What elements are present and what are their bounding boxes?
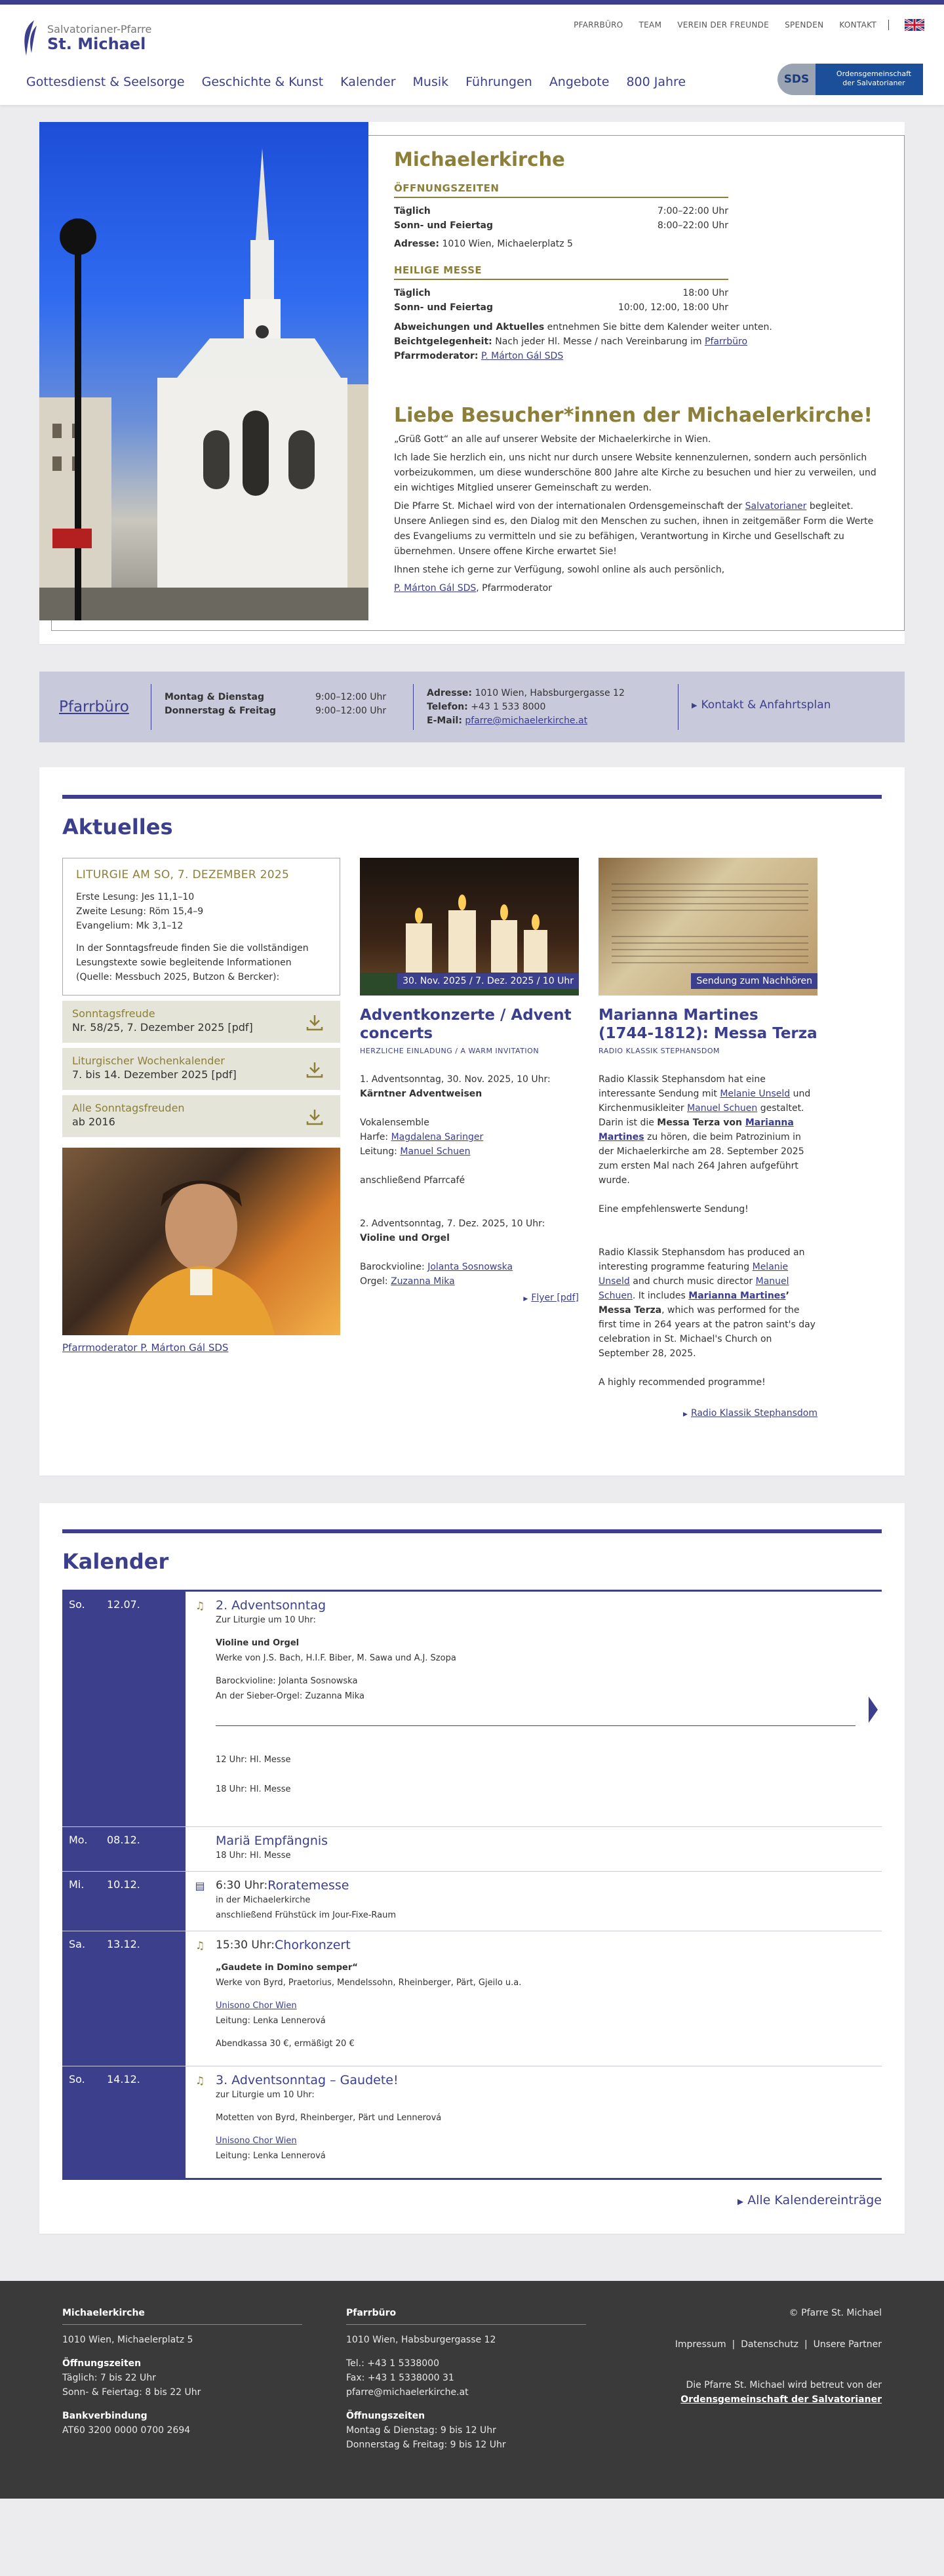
email-link[interactable]: pfarre@michaelerkirche.at <box>465 715 588 726</box>
nav-angebote[interactable]: Angebote <box>549 75 610 89</box>
office-address: Adresse: 1010 Wien, Habsburgergasse 12 <box>427 688 625 698</box>
calendar-event[interactable]: So. 14.12. ♫ 3. Adventsonntag – Gaudete! zur Liturgie um 10 Uhr: Motetten von Byrd, Rheinberger, Pärt und Lennerová Unisono Chor Wien Leitung: Lenka Lennerová <box>62 2066 882 2178</box>
event-title[interactable]: Roratemesse <box>267 1878 349 1893</box>
office-title-link[interactable]: Pfarrbüro <box>59 698 129 715</box>
liturgy-title: LITURGIE AM SO, 7. DEZEMBER 2025 <box>76 868 290 881</box>
nav-divider <box>888 20 889 30</box>
download-icon <box>305 1060 324 1079</box>
topnav-spenden[interactable]: SPENDEN <box>785 20 824 30</box>
moderator-note: Pfarrmoderator: P. Márton Gál SDS <box>394 351 564 361</box>
confession-note: Beichtgelegenheit: Nach jeder Hl. Messe / nach Vereinbarung im Pfarrbüro <box>394 336 748 347</box>
english-flag-icon[interactable] <box>905 19 924 31</box>
welcome-text: Die Pfarre St. Michael wird von der internationalen Ordensgemeinschaft der Salvatorianer begleitet. Unsere Anliegen sind es, den Dialog mit den Menschen zu suchen, ihnen in zeitgemäßer Form die Werte des Evangeliums zu vermitteln und sie zu befähigen, Verantwortung in Kirche und Gesellschaft zu übernehmen. Unsere offene Kirche erwartet Sie! <box>394 501 874 557</box>
welcome-text: „Grüß Gott“ an alle auf unserer Website der Michaelerkirche in Wien. <box>394 434 711 445</box>
office-hours: Montag & Dienstag 9:00–12:00 Uhr Donnerstag & Freitag 9:00–12:00 Uhr <box>165 692 387 716</box>
welcome-text: Ihnen stehe ich gerne zur Verfügung, sowohl online als auch persönlich, <box>394 565 725 575</box>
calendar-event[interactable]: Mo. 08.12. Mariä Empfängnis 18 Uhr: Hl. Messe <box>62 1827 882 1872</box>
choir-link[interactable]: Unisono Chor Wien <box>216 2001 297 2011</box>
salvatorianer-footer-link[interactable]: Ordensgemeinschaft der Salvatorianer <box>680 2394 882 2405</box>
nav-800-jahre[interactable]: 800 Jahre <box>626 75 686 89</box>
event-title[interactable]: 2. Adventsonntag <box>216 1598 326 1613</box>
footer-links: Impressum | Datenschutz | Unsere Partner <box>675 2339 882 2350</box>
footer-phone: Tel.: +43 1 5338000 <box>346 2358 439 2369</box>
news-section <box>39 767 905 1476</box>
music-note-icon: ♫ <box>195 1939 205 1952</box>
opening-label: Sonn- und Feiertag <box>394 220 493 231</box>
calendar-list <box>62 1590 882 2180</box>
mass-value: 10:00, 12:00, 18:00 Uhr <box>618 302 728 313</box>
topnav-team[interactable]: TEAM <box>639 20 662 30</box>
impressum-link[interactable]: Impressum <box>675 2339 726 2350</box>
conductor-link[interactable]: Manuel Schuen <box>400 1146 471 1157</box>
site-header <box>0 5 944 105</box>
section-divider <box>62 795 882 799</box>
logo-title: St. Michael <box>47 34 146 53</box>
nav-gottesdienst[interactable]: Gottesdienst & Seelsorge <box>26 75 185 89</box>
music-note-icon: ♫ <box>195 2074 205 2087</box>
top-accent-bar <box>0 0 944 5</box>
flyer-link[interactable]: ▶ Flyer [pdf] <box>360 1293 579 1303</box>
mass-label: Täglich <box>394 288 431 298</box>
logo-subtitle: Salvatorianer-Pfarre <box>47 23 152 35</box>
opening-label: Täglich <box>394 206 431 216</box>
welcome-text: Ich lade Sie herzlich ein, uns nicht nur durch unsere Website kennenzulernen, sondern auch persönlich vorbeizukommen, um diese wunderschöne 800 Jahre alte Kirche zu besuchen und hier zu verweilen, und ein wichtiges Mitglied unserer Gemeinschaft zu werden. <box>394 453 876 493</box>
candles-photo[interactable] <box>360 858 579 996</box>
signature-link[interactable]: P. Márton Gál SDS <box>394 583 477 594</box>
deviations-note: Abweichungen und Aktuelles entnehmen Sie bitte dem Kalender weiter unten. <box>394 322 772 332</box>
event-title[interactable]: 3. Adventsonntag – Gaudete! <box>216 2073 399 2087</box>
liturgy-note: In der Sonntagsfreude finden Sie die vollständigen Lesungstexte sowie begleitende Informationen (Quelle: Messbuch 2025, Butzon & Bercker): <box>76 943 309 982</box>
mass-row <box>394 300 728 315</box>
download-icon <box>305 1107 324 1127</box>
news-martines <box>599 858 817 1419</box>
listen-tag: Sendung zum Nachhören <box>691 973 817 989</box>
copyright: © Pfarre St. Michael <box>789 2308 882 2318</box>
pfarrbuero-link[interactable]: Pfarrbüro <box>705 336 748 347</box>
opening-value: 8:00–22:00 Uhr <box>657 220 728 231</box>
caret-right-icon: ▶ <box>692 700 698 710</box>
calendar-section <box>39 1503 905 2234</box>
section-divider <box>62 1529 882 1533</box>
footer-iban: AT60 3200 0000 0700 2694 <box>62 2425 191 2436</box>
calendar-title: Kalender <box>62 1549 169 1574</box>
calendar-event[interactable]: Sa. 13.12. ♫ 15:30 Uhr: Chorkonzert „Gaudete in Domino semper“ Werke von Byrd, Praetorius, Mendelssohn, Rheinberger, Pärt, Gjeilo u.a. Unisono Chor Wien Leitung: Lenka Lennerová Abendkassa 30 €, ermäßigt 20 € <box>62 1931 882 2066</box>
welcome-signature: P. Márton Gál SDS, Pfarrmoderator <box>394 583 552 594</box>
event-title[interactable]: Chorkonzert <box>275 1938 351 1952</box>
caret-right-icon: ▶ <box>737 2197 744 2206</box>
reading-line: Evangelium: Mk 3,1–12 <box>76 921 184 931</box>
sds-partner-logo[interactable] <box>777 64 923 95</box>
topnav-pfarrbuero[interactable]: PFARRBÜRO <box>574 20 623 30</box>
recommendation-de: Eine empfehlenswerte Sendung! <box>599 1204 749 1215</box>
unseld-link[interactable]: Melanie Unseld <box>720 1089 791 1099</box>
partner-link[interactable]: Unsere Partner <box>813 2339 882 2350</box>
site-footer: Michaelerkirche 1010 Wien, Michaelerplatz 5 Öffnungszeiten Täglich: 7 bis 22 Uhr Sonn- & Feiertag: 8 bis 22 Uhr Bankverbindung AT60 3200 0000 0700 2694 Pfarrbüro 1010 Wien, Habsburgergasse 12 Tel.: +43 1 5338000 Fax: +43 1 5338000 31 pfarre@michaelerkirche.at Öffnungszeiten Montag & Dienstag: 9 bis 12 Uhr Donnerstag & Freitag: 9 bis 12 Uhr © Pfarre St. Michael Impressum | Datenschutz | Unsere Partner Die Pfarre St. Michael wird betreut von der Ordensgemeinschaft der Salvatorianer <box>0 2281 944 2499</box>
calendar-event[interactable]: So. 12.07. ♫ 2. Adventsonntag Zur Liturgie um 10 Uhr: Violine und Orgel Werke von J.S. Bach, H.I.F. Biber, M. Sawa und A.J. Szopa Barockvioline: Jolanta Sosnowska An der Sieber-Orgel: Zuzanna Mika 12 Uhr: Hl. Messe 18 Uhr: Hl. Messe <box>62 1592 882 1827</box>
download-wochenkalender[interactable]: Liturgischer Wochenkalender 7. bis 14. Dezember 2025 [pdf] <box>62 1048 340 1090</box>
carousel-next-arrow[interactable] <box>869 1697 878 1723</box>
office-email: E-Mail: pfarre@michaelerkirche.at <box>427 715 588 726</box>
schuen-link[interactable]: Manuel Schuen <box>687 1103 758 1114</box>
sds-text-line2: der Salvatorianer <box>842 78 905 87</box>
nav-musik[interactable]: Musik <box>412 75 449 89</box>
datenschutz-link[interactable]: Datenschutz <box>741 2339 799 2350</box>
schuen-link[interactable]: Manuel Schuen <box>599 1276 789 1301</box>
advent-subtitle: HERZLICHE EINLADUNG / A WARM INVITATION <box>360 1047 540 1055</box>
footer-office-title: Pfarrbüro <box>346 2306 586 2325</box>
unseld-link[interactable]: Melanie Unseld <box>599 1262 789 1287</box>
moderator-link[interactable]: P. Márton Gál SDS <box>481 351 564 361</box>
advent-title[interactable]: Adventkonzerte / Advent concerts <box>360 1007 572 1042</box>
news-advent <box>360 858 579 1419</box>
harp-link[interactable]: Magdalena Saringer <box>391 1132 484 1142</box>
advent-body: 1. Adventsonntag, 30. Nov. 2025, 10 Uhr: Kärntner Adventweisen Vokalensemble Harfe: Magdalena Saringer Leitung: Manuel Schuen anschließend Pfarrcafé 2. Adventsonntag, 7. Dez. 2025, 10 Uhr: Violine und Orgel Barockvioline: Jolanta Sosnowska Orgel: Zuzanna Mika <box>360 1074 551 1287</box>
footer-church-title: Michaelerkirche <box>62 2306 302 2325</box>
martines-subtitle: RADIO KLASSIK STEPHANSDOM <box>599 1047 720 1055</box>
event-details: in der Michaelerkirche anschließend Frühstück im Jour-Fixe-Raum <box>216 1895 397 1920</box>
mass-row <box>394 286 728 300</box>
parish-office-bar <box>39 672 905 742</box>
martines-title[interactable]: Marianna Martines (1744-1812): Messa Terza <box>599 1007 817 1042</box>
martines-link[interactable]: Marianna Martines <box>688 1291 786 1301</box>
download-sonntagsfreude[interactable]: Sonntagsfreude Nr. 58/25, 7. Dezember 2025 [pdf] <box>62 1001 340 1043</box>
download-icon <box>305 1013 324 1032</box>
church-photo <box>39 122 368 620</box>
footer-credit: Die Pfarre St. Michael wird betreut von der <box>686 2380 882 2390</box>
mass-value: 18:00 Uhr <box>682 288 728 298</box>
footer-fax: Fax: +43 1 5338000 31 <box>346 2373 454 2383</box>
event-details: „Gaudete in Domino semper“ Werke von Byrd, Praetorius, Mendelssohn, Rheinberger, Pärt, Gjeilo u.a. Unisono Chor Wien Leitung: Lenka Lennerová Abendkassa 30 €, ermäßigt 20 € <box>216 1963 522 2049</box>
priest-caption-link[interactable]: Pfarrmoderator P. Márton Gál SDS <box>62 1342 229 1354</box>
nav-geschichte[interactable]: Geschichte & Kunst <box>201 75 324 89</box>
liturgy-column <box>62 858 340 1419</box>
opening-row <box>394 218 728 233</box>
news-title: Aktuelles <box>62 815 173 839</box>
violin-link[interactable]: Jolanta Sosnowska <box>427 1262 513 1272</box>
welcome-heading: Liebe Besucher*innen der Michaelerkirche! <box>394 404 873 427</box>
choir-link[interactable]: Unisono Chor Wien <box>216 2136 297 2146</box>
reading-line: Erste Lesung: Jes 11,1–10 <box>76 892 195 902</box>
topnav-verein[interactable]: VEREIN DER FREUNDE <box>677 20 770 30</box>
event-details: zur Liturgie um 10 Uhr: Motetten von Byrd, Rheinberger, Pärt und Lennerová Unisono Chor Wien Leitung: Lenka Lennerová <box>216 2090 442 2161</box>
martines-link[interactable]: Marianna Martines <box>599 1117 794 1142</box>
event-title[interactable]: Mariä Empfängnis <box>216 1834 328 1848</box>
all-events-link[interactable]: ▶ Alle Kalendereinträge <box>737 2193 882 2207</box>
book-icon: ▤ <box>195 1879 205 1892</box>
opening-hours-heading: ÖFFNUNGSZEITEN <box>394 182 728 198</box>
church-address: Adresse: 1010 Wien, Michaelerplatz 5 <box>394 239 573 249</box>
event-date-tag: 30. Nov. 2025 / 7. Dez. 2025 / 10 Uhr <box>397 973 579 989</box>
download-all-sonntagsfreuden[interactable]: Alle Sonntagsfreuden ab 2016 <box>62 1095 340 1137</box>
martines-body-en: Radio Klassik Stephansdom has produced an interesting programme featuring Melanie Unseld and church music director Manuel Schuen. It includes Marianna Martines’ Messa Terza, which was performed for the first time in 264 years at the patron saint's day celebration in St. Michael's Church on September 28, 2025. <box>599 1247 816 1359</box>
main-nav <box>26 75 703 89</box>
opening-value: 7:00–22:00 Uhr <box>657 206 728 216</box>
topnav-kontakt[interactable]: KONTAKT <box>839 20 876 30</box>
sheet-music-photo[interactable] <box>599 858 817 996</box>
music-note-icon: ♫ <box>195 1599 205 1612</box>
martines-body-de: Radio Klassik Stephansdom hat eine interessante Sendung mit Melanie Unseld und Kirchenmusikleiter Manuel Schuen gestaltet. Darin ist die Messa Terza von Marianna Martines zu hören, die beim Patrozinium in der Michaelerkirche am 28. September 2025 zum ersten Mal nach 264 Jahren aufgeführt wurde. <box>599 1074 811 1186</box>
nav-kalender[interactable]: Kalender <box>340 75 396 89</box>
radio-link[interactable]: ▶ Radio Klassik Stephansdom <box>599 1408 817 1419</box>
organ-link[interactable]: Zuzanna Mika <box>391 1276 455 1287</box>
logo-mark-icon <box>20 19 39 57</box>
site-logo[interactable] <box>20 19 151 57</box>
mass-label: Sonn- und Feiertag <box>394 302 493 313</box>
footer-email[interactable]: pfarre@michaelerkirche.at <box>346 2387 469 2398</box>
hero-text <box>394 148 905 599</box>
recommendation-en: A highly recommended programme! <box>599 1377 766 1388</box>
event-details: Zur Liturgie um 10 Uhr: Violine und Orgel Werke von J.S. Bach, H.I.F. Biber, M. Sawa und A.J. Szopa Barockvioline: Jolanta Sosnowska An der Sieber-Orgel: Zuzanna Mika 12 Uhr: Hl. Messe 18 Uhr: Hl. Messe <box>216 1613 875 1797</box>
opening-row <box>394 204 728 218</box>
footer-church-address: 1010 Wien, Michaelerplatz 5 <box>62 2335 193 2345</box>
contact-link[interactable]: ▶ Kontakt & Anfahrtsplan <box>692 698 831 712</box>
event-details: 18 Uhr: Hl. Messe <box>216 1851 291 1861</box>
top-nav <box>558 19 924 31</box>
mass-heading: HEILIGE MESSE <box>394 264 728 280</box>
reading-line: Zweite Lesung: Röm 15,4–9 <box>76 906 204 917</box>
church-title: Michaelerkirche <box>394 148 565 171</box>
sds-badge: SDS <box>777 64 816 95</box>
priest-photo[interactable] <box>62 1148 340 1335</box>
liturgy-box <box>62 858 340 996</box>
salvatorianer-link[interactable]: Salvatorianer <box>745 501 807 512</box>
hero-section <box>39 122 905 644</box>
sds-text-line1: Ordensgemeinschaft <box>836 70 912 78</box>
nav-fuehrungen[interactable]: Führungen <box>465 75 532 89</box>
office-phone: Telefon: +43 1 533 8000 <box>427 702 546 712</box>
calendar-event[interactable]: Mi. 10.12. ▤ 6:30 Uhr: Roratemesse in der Michaelerkirche anschließend Frühstück im Jour-Fixe-Raum <box>62 1872 882 1931</box>
